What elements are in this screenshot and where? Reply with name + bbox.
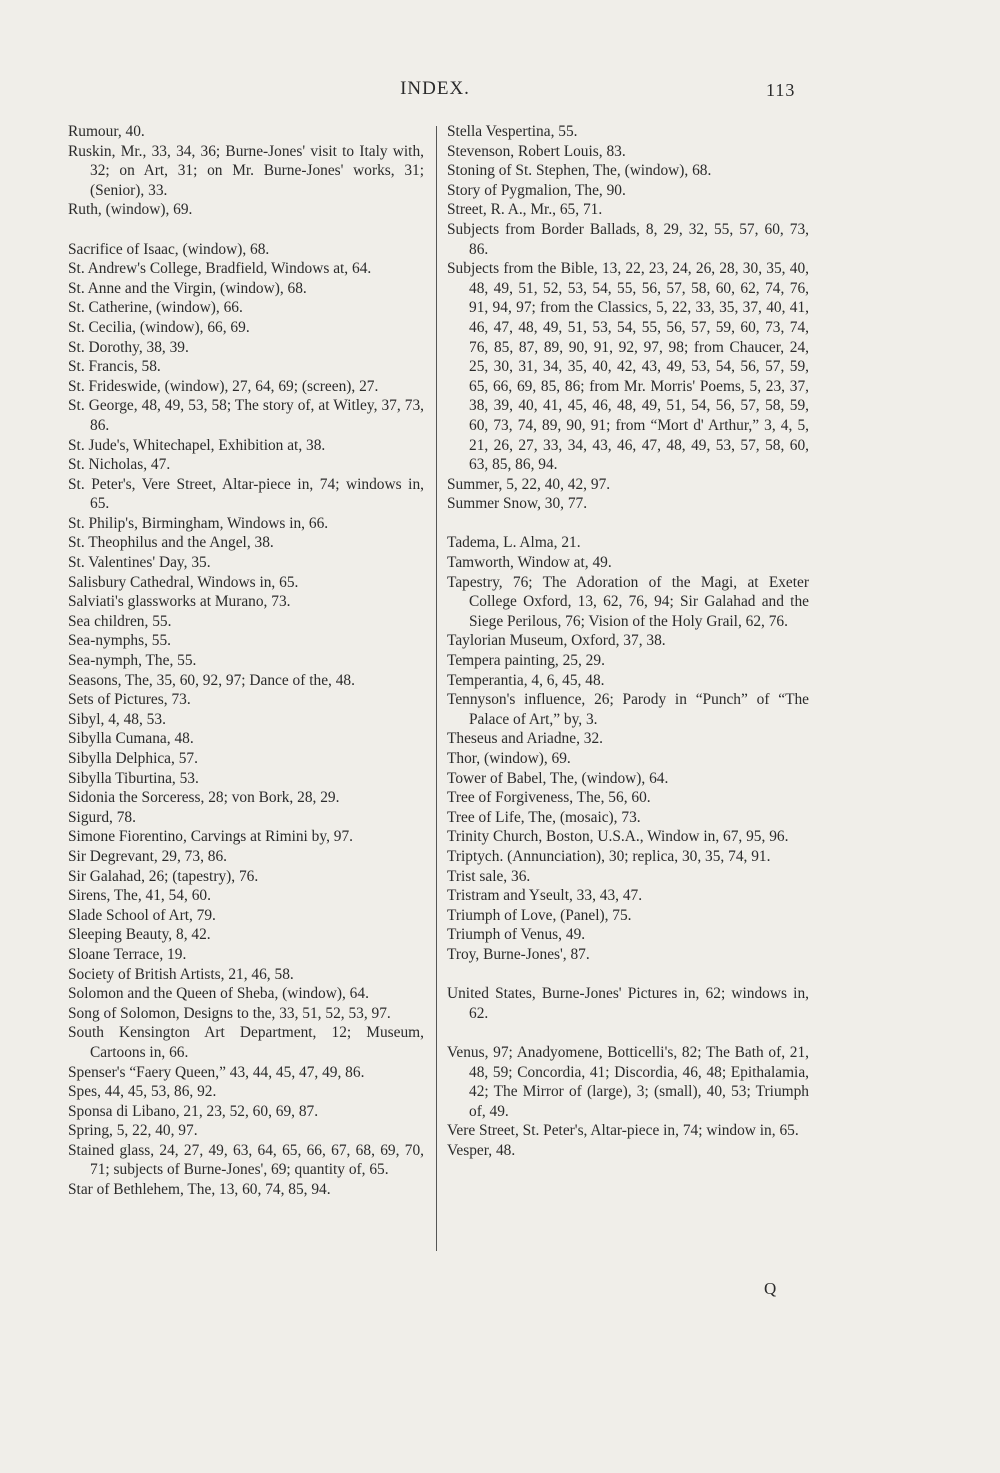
index-entry: Society of British Artists, 21, 46, 58.: [68, 965, 294, 983]
index-entry: Stoning of St. Stephen, The, (window), 68.: [447, 162, 712, 180]
index-entry: St. Francis, 58.: [68, 358, 161, 376]
index-entry: Story of Pygmalion, The, 90.: [447, 181, 626, 199]
index-entry: Spenser's “Faery Queen,” 43, 44, 45, 47, 49, 86.: [68, 1063, 365, 1081]
index-entry: St. Valentines' Day, 35.: [68, 554, 211, 572]
index-entry: Sibylla Cumana, 48.: [68, 730, 194, 748]
index-entry: St. Anne and the Virgin, (window), 68.: [68, 279, 307, 297]
index-entry: St. Catherine, (window), 66.: [68, 299, 243, 317]
index-entry: Tennyson's influence, 26; Parody in “Punch” of “The Palace of Art,” by, 3.: [447, 691, 809, 728]
column-divider: [436, 126, 437, 1251]
index-entry: Vesper, 48.: [447, 1141, 516, 1159]
index-entry: St. George, 48, 49, 53, 58; The story of, at Witley, 37, 73, 86.: [68, 397, 424, 434]
index-entry: Song of Solomon, Designs to the, 33, 51, 52, 53, 97.: [68, 1004, 391, 1022]
index-entry: Tree of Life, The, (mosaic), 73.: [447, 808, 641, 826]
index-entry: Sidonia the Sorceress, 28; von Bork, 28, 29.: [68, 789, 340, 807]
index-entry: Trinity Church, Boston, U.S.A., Window in, 67, 95, 96.: [447, 828, 789, 846]
page-header: [0, 78, 1000, 108]
index-entry: Sea children, 55.: [68, 612, 172, 630]
index-entry: Spring, 5, 22, 40, 97.: [68, 1122, 198, 1140]
index-entry: Sea-nymphs, 55.: [68, 632, 172, 650]
index-entry: Salviati's glassworks at Murano, 73.: [68, 593, 291, 611]
index-entry: Tadema, L. Alma, 21.: [447, 534, 581, 552]
index-entry: Ruth, (window), 69.: [68, 201, 193, 219]
index-entry: Triptych. (Annunciation), 30; replica, 30, 35, 74, 91.: [447, 847, 771, 865]
index-entry: Spes, 44, 45, 53, 86, 92.: [68, 1083, 217, 1101]
index-entry: Salisbury Cathedral, Windows in, 65.: [68, 573, 299, 591]
index-entry: Triumph of Love, (Panel), 75.: [447, 906, 632, 924]
index-entry: Street, R. A., Mr., 65, 71.: [447, 201, 603, 219]
page-number: 113: [766, 80, 796, 100]
index-entry: Theseus and Ariadne, 32.: [447, 730, 604, 748]
index-entry: Taylorian Museum, Oxford, 37, 38.: [447, 632, 666, 650]
index-entry: Subjects from the Bible, 13, 22, 23, 24, 26, 28, 30, 35, 40, 48, 49, 51, 52, 53, 54, 55, 56, 57, 58, 60, 62, 74, 76, 91, 94, 97; from the Classics, 5, 22, 33, 35, 37, 40, 41, 46, 47, 48, 49, 51, 53, 54, 55, 56, 57, 59, 60, 73, 74, 76, 85, 87, 89, 90, 91, 92, 97, 98; from Chaucer, 24, 25, 30, 31, 34, 35, 40, 42, 43, 49, 53, 54, 56, 57, 59, 65, 66, 69, 85, 86; from Mr. Morris' Poems, 5, 23, 37, 38, 39, 40, 41, 45, 46, 48, 49, 51, 54, 56, 57, 58, 59, 60, 73, 74, 89, 90, 91; from “Mort d' Arthur,” 3, 4, 5, 21, 26, 27, 33, 34, 43, 46, 47, 48, 49, 53, 57, 58, 60, 63, 85, 86, 94.: [447, 260, 809, 474]
index-entry: St. Cecilia, (window), 66, 69.: [68, 318, 250, 336]
index-entry: United States, Burne-Jones' Pictures in, 62; windows in, 62.: [447, 985, 809, 1022]
index-entry: Sir Degrevant, 29, 73, 86.: [68, 847, 228, 865]
index-entry: St. Frideswide, (window), 27, 64, 69; (screen), 27.: [68, 377, 379, 395]
index-entry: Summer Snow, 30, 77.: [447, 495, 588, 513]
index-entry: Sleeping Beauty, 8, 42.: [68, 926, 211, 944]
index-entry: Tempera painting, 25, 29.: [447, 652, 605, 670]
index-entry: Stevenson, Robert Louis, 83.: [447, 142, 626, 160]
index-entry: Temperantia, 4, 6, 45, 48.: [447, 671, 605, 689]
index-entry: South Kensington Art Department, 12; Museum, Cartoons in, 66.: [68, 1024, 424, 1061]
index-entry: Sibylla Tiburtina, 53.: [68, 769, 199, 787]
index-entry: Tapestry, 76; The Adoration of the Magi, at Exeter College Oxford, 13, 62, 76, 94; Sir Galahad and the Siege Perilous, 76; Vision of the Holy Grail, 62, 76.: [447, 573, 809, 630]
signature-mark: Q: [764, 1279, 777, 1298]
index-entry: Stella Vespertina, 55.: [447, 123, 578, 140]
index-entry: St. Andrew's College, Bradfield, Windows at, 64.: [68, 260, 372, 278]
index-entry: St. Nicholas, 47.: [68, 456, 171, 474]
index-entry: Sirens, The, 41, 54, 60.: [68, 887, 211, 905]
index-entry: Star of Bethlehem, The, 13, 60, 74, 85, 94.: [68, 1181, 331, 1199]
index-entry: Trist sale, 36.: [447, 867, 531, 885]
index-entry: Sigurd, 78.: [68, 808, 136, 826]
index-entry: St. Theophilus and the Angel, 38.: [68, 534, 274, 552]
index-entry: Sea-nymph, The, 55.: [68, 652, 197, 670]
index-entry: Tree of Forgiveness, The, 56, 60.: [447, 789, 651, 807]
index-column-right: [447, 122, 809, 1160]
index-entry: Tristram and Yseult, 33, 43, 47.: [447, 887, 643, 905]
index-entry: Slade School of Art, 79.: [68, 906, 216, 924]
index-entry: Sponsa di Libano, 21, 23, 52, 60, 69, 87.: [68, 1102, 319, 1120]
index-entry: Sloane Terrace, 19.: [68, 945, 187, 963]
index-entry: Sibyl, 4, 48, 53.: [68, 710, 166, 728]
index-entry: Vere Street, St. Peter's, Altar-piece in, 74; window in, 65.: [447, 1122, 799, 1140]
index-entry: Venus, 97; Anadyomene, Botticelli's, 82; The Bath of, 21, 48, 59; Concordia, 41; Discordia, 46, 48; Epithalamia, 42; The Mirror of (large), 3; (small), 40, 53; Triumph of, 49.: [447, 1043, 809, 1120]
index-entry: Rumour, 40.: [68, 123, 145, 140]
index-entry: Sir Galahad, 26; (tapestry), 76.: [68, 867, 259, 885]
index-entry: St. Philip's, Birmingham, Windows in, 66.: [68, 514, 329, 532]
index-entry: St. Jude's, Whitechapel, Exhibition at, 38.: [68, 436, 326, 454]
index-entry: St. Dorothy, 38, 39.: [68, 338, 189, 356]
index-entry: Tamworth, Window at, 49.: [447, 554, 612, 572]
page-title: INDEX.: [400, 78, 470, 99]
index-entry: Sibylla Delphica, 57.: [68, 750, 198, 767]
index-entry: Tower of Babel, The, (window), 64.: [447, 769, 669, 787]
index-entry: Thor, (window), 69.: [447, 750, 571, 767]
index-entry: Seasons, The, 35, 60, 92, 97; Dance of the, 48.: [68, 671, 355, 689]
index-entry: Sacrifice of Isaac, (window), 68.: [68, 240, 270, 258]
index-entry: Solomon and the Queen of Sheba, (window), 64.: [68, 985, 369, 1003]
index-entry: Summer, 5, 22, 40, 42, 97.: [447, 475, 611, 493]
index-entry: Ruskin, Mr., 33, 34, 36; Burne-Jones' visit to Italy with, 32; on Art, 31; on Mr. Burne-Jones' works, 31; (Senior), 33.: [68, 142, 424, 199]
index-entry: Troy, Burne-Jones', 87.: [447, 945, 590, 963]
index-entry: Stained glass, 24, 27, 49, 63, 64, 65, 66, 67, 68, 69, 70, 71; subjects of Burne-Jones', 69; quantity of, 65.: [68, 1141, 424, 1179]
index-entry: Subjects from Border Ballads, 8, 29, 32, 55, 57, 60, 73, 86.: [447, 220, 809, 258]
index-column-left: [68, 122, 424, 1200]
index-entry: St. Peter's, Vere Street, Altar-piece in, 74; windows in, 65.: [68, 475, 424, 513]
index-entry: Triumph of Venus, 49.: [447, 926, 586, 944]
index-entry: Sets of Pictures, 73.: [68, 691, 191, 709]
index-entry: Simone Fiorentino, Carvings at Rimini by, 97.: [68, 828, 354, 846]
